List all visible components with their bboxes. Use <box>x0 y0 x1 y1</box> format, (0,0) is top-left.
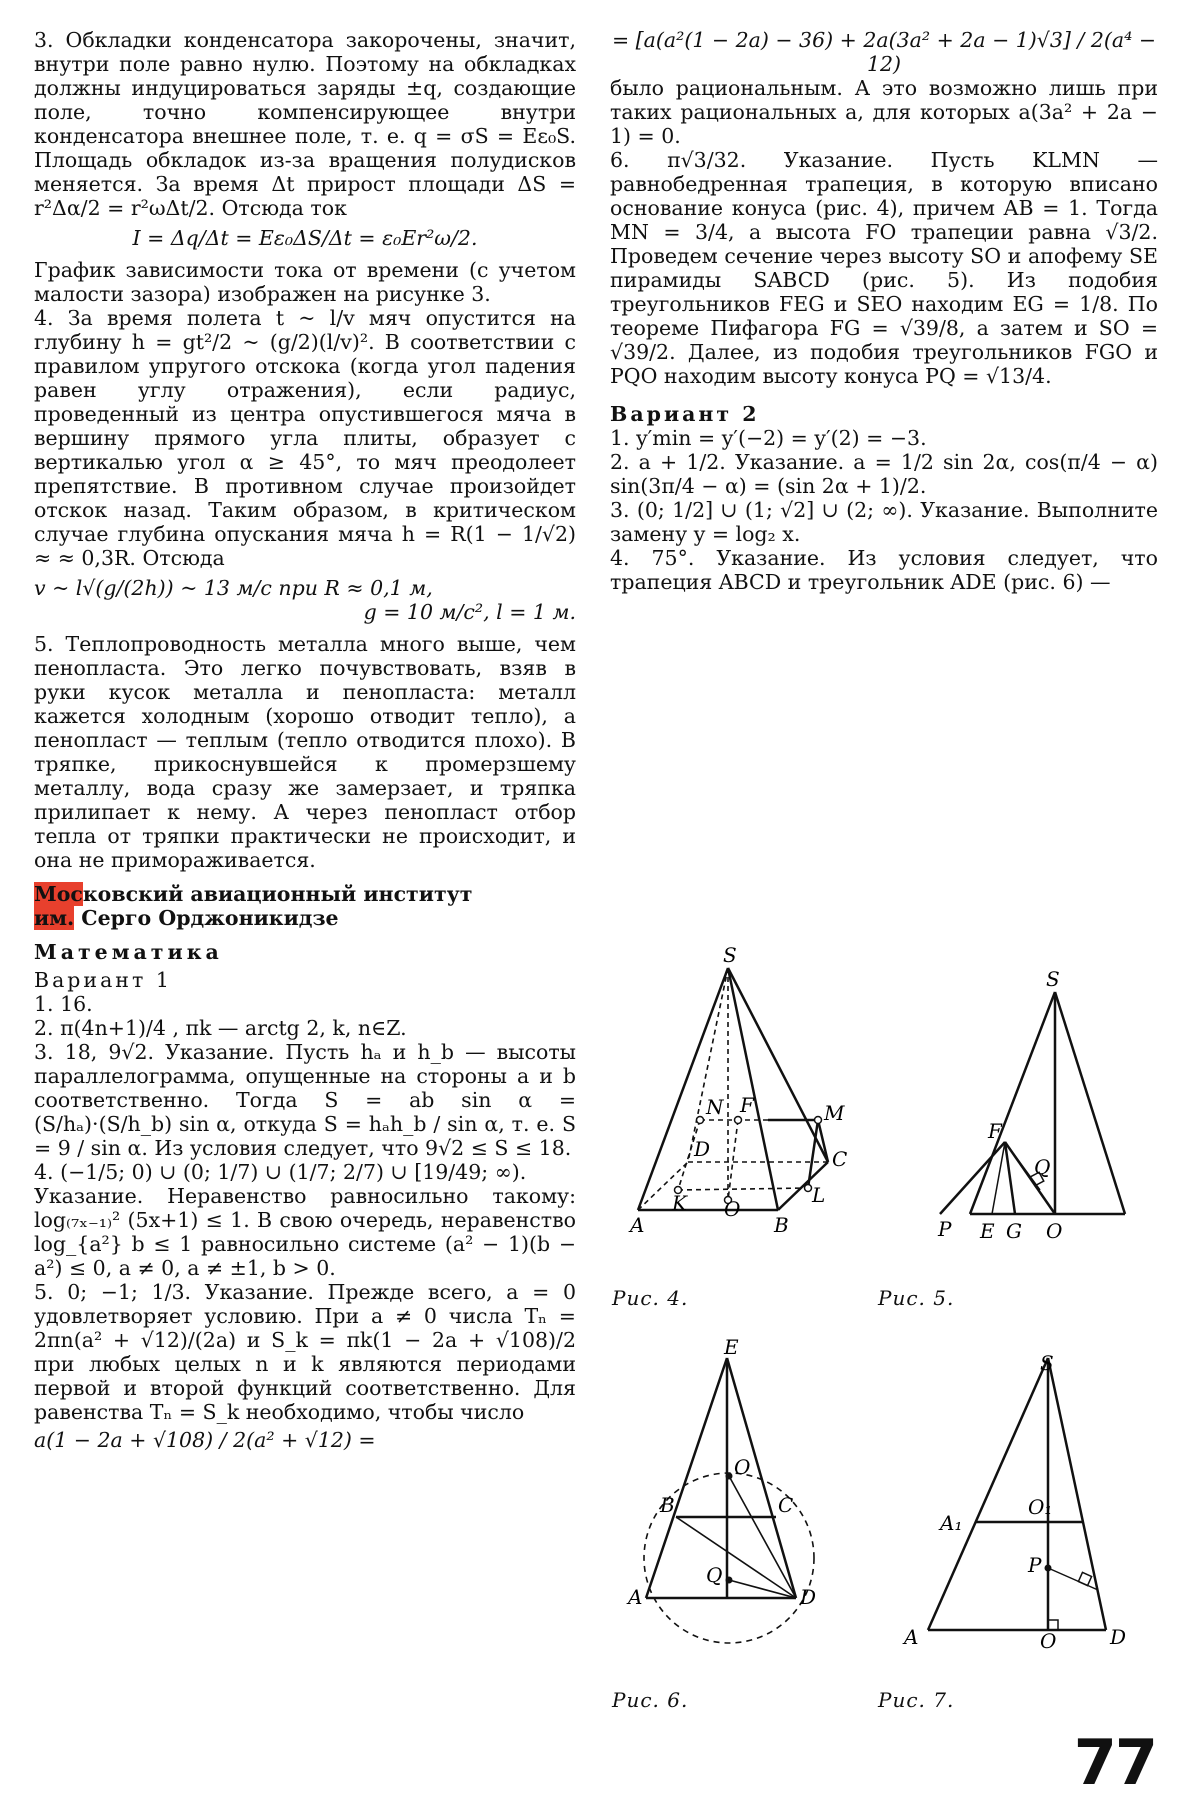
answer-5-formula: a(1 − 2a + √108) / 2(a² + √12) = <box>34 1428 376 1452</box>
fig4-label-F: F <box>740 1093 754 1117</box>
formula-speed: v ~ l√(g/(2h)) ~ 13 м/с при R ≈ 0,1 м, <box>34 576 433 600</box>
graph-note: График зависимости тока от времени (с учетом малости зазора) изображен на рисунке 3. <box>34 258 576 306</box>
figure-7 <box>900 1350 1140 1654</box>
page-number: 77 <box>1073 1726 1156 1799</box>
fig5-label-G: G <box>1006 1219 1022 1243</box>
fig4-label-N: N <box>706 1095 724 1119</box>
fig5-label-P: P <box>938 1217 952 1241</box>
answer-1-math: 1. 16. <box>34 992 93 1016</box>
answer-2-math: 2. π(4n+1)/4 , πk — arctg 2, k, n∈Z. <box>34 1016 407 1040</box>
rational-note: было рациональным. А это возможно лишь при таких рациональных a, для которых a(3a² + 2a − 1) = 0. <box>610 76 1158 148</box>
highlight-mark-1: Мос <box>34 882 83 906</box>
subject-heading: Математика <box>34 940 223 964</box>
fig4-label-L: L <box>812 1183 826 1207</box>
pyramid-diagram <box>628 940 868 1240</box>
fig6-label-D: D <box>800 1585 817 1609</box>
fig4-label-S: S <box>723 943 737 967</box>
right-column <box>610 28 1158 594</box>
fig4-label-C: C <box>832 1147 848 1171</box>
answer-4-hint: Указание. Неравенство равносильно такому: log₍₇ₓ₋₁₎² (5x+1) ≤ 1. В свою очередь, неравенство log_{a²} b ≤ 1 равносильно системе (a² − 1)(b − a²) ≤ 0, a ≠ 0, a ≠ ±1, b > 0. <box>34 1184 576 1280</box>
caption-fig7: Рис. 7. <box>878 1688 955 1712</box>
fig5-label-Q: Q <box>1034 1155 1051 1179</box>
figure-6 <box>626 1335 826 1652</box>
fig7-label-P: P <box>1028 1553 1042 1577</box>
formula-current: I = Δq/Δt = Eε₀ΔS/Δt = ε₀Er²ω/2. <box>132 226 478 250</box>
figure-5 <box>940 962 1140 1256</box>
fig6-label-C: C <box>778 1493 794 1517</box>
cone-axial-section-diagram <box>900 1350 1140 1653</box>
fig4-label-B: B <box>774 1213 789 1237</box>
highlight-mark-2: им. <box>34 906 75 930</box>
left-column <box>34 28 576 1452</box>
v2-answer-4: 4. 75°. Указание. Из условия следует, что трапеция ABCD и треугольник ADE (рис. 6) — <box>610 546 1158 594</box>
fig5-label-S: S <box>1046 967 1060 991</box>
figure-4 <box>628 940 868 1244</box>
fig4-label-O: O <box>724 1197 741 1221</box>
fig6-label-O: O <box>734 1455 751 1479</box>
fig7-label-D: D <box>1110 1625 1127 1649</box>
fig7-label-A: A <box>904 1625 919 1649</box>
cone-section-diagram <box>940 962 1140 1252</box>
rational-formula: = [a(a²(1 − 2a) − 36) + 2a(3a² + 2a − 1)√3] / 2(a⁴ − 12) <box>611 28 1157 76</box>
formula-speed-params: g = 10 м/с², l = 1 м. <box>363 600 576 624</box>
fig7-label-O: O <box>1040 1629 1057 1653</box>
variant-2-heading: Вариант 2 <box>610 402 760 426</box>
answer-6-math: 6. π√3/32. Указание. Пусть KLMN — равнобедренная трапеция, в которую вписано основание конуса (рис. 4), причем AB = 1. Тогда MN = 3/4, а высота FO трапеции равна √3/2. Проведем сечение через высоту SO и апофему SE пирамиды SABCD (рис. 5). Из подобия треугольников FEG и SEO находим EG = 1/8. По теореме Пифагора FG = √39/8, а затем и SO = √39/2. Далее, из подобия треугольников FGO и PQO находим высоту конуса PQ = √13/4. <box>610 148 1158 388</box>
fig4-label-M: M <box>824 1101 845 1125</box>
fig4-label-A: A <box>630 1213 645 1237</box>
answer-5-physics: 5. Теплопроводность металла много выше, чем пенопласта. Это легко почувствовать, взяв в руки кусок металла и пенопласта: металл кажется холодным (хорошо отводит тепло), а пенопласт — теплым (тепло отводится плохо). В тряпке, прикоснувшейся к промерзшему металлу, вода сразу же замерзает, и тряпка прилипает к нему. А через пенопласт отбор тепла от тряпки практически не происходит, и она не примораживается. <box>34 632 576 872</box>
fig4-label-D: D <box>694 1137 711 1161</box>
fig6-label-A: A <box>628 1585 643 1609</box>
institute-title: Московский авиационный институт им. Серго Орджоникидзе <box>34 882 473 930</box>
v2-answer-1: 1. y′min = y′(−2) = y′(2) = −3. <box>610 426 927 450</box>
fig7-label-S: S <box>1040 1351 1054 1375</box>
variant-1-heading: Вариант 1 <box>34 968 172 992</box>
answer-4-physics: 4. За время полета t ~ l/v мяч опустится на глубину h = gt²/2 ~ (g/2)(l/v)². В соответствии с правилом упругого отскока (когда угол падения равен углу отражения), если радиус, проведенный из центра опустившегося мяча в вершину прямого угла плиты, образует с вертикалью угол α ≥ 45°, то мяч преодолеет препятствие. В противном случае произойдет отскок назад. Таким образом, в критическом случае глубина опускания мяча h = R(1 − 1/√2) ≈ ≈ 0,3R. Отсюда <box>34 306 576 570</box>
v2-answer-2: 2. a + 1/2. Указание. a = 1/2 sin 2α, cos(π/4 − α) sin(3π/4 − α) = (sin 2α + 1)/2. <box>610 450 1158 498</box>
answer-3-math: 3. 18, 9√2. Указание. Пусть hₐ и h_b — высоты параллелограмма, опущенные на стороны a и b соответственно. Тогда S = ab sin α = (S/hₐ)·(S/h_b) sin α, откуда S = hₐh_b / sin α, т. е. S = 9 / sin α. Из условия следует, что 9√2 ≤ S ≤ 18. <box>34 1040 576 1160</box>
answer-4-math: 4. (−1/5; 0) ∪ (0; 1/7) ∪ (1/7; 2/7) ∪ [19/49; ∞). <box>34 1160 527 1184</box>
fig7-label-A1: A₁ <box>940 1511 963 1535</box>
answer-3-physics: 3. Обкладки конденсатора закорочены, значит, внутри поле равно нулю. Поэтому на обкладках должны индуцироваться заряды ±q, создающие поле, точно компенсирующее внутри конденсатора внешнее поле, т. е. q = σS = Eε₀S. Площадь обкладок из-за вращения полудисков меняется. За время Δt прирост площади ΔS = r²Δα/2 = r²ωΔt/2. Отсюда ток <box>34 28 576 220</box>
caption-fig5: Рис. 5. <box>878 1286 955 1310</box>
fig5-label-F: F <box>988 1119 1002 1143</box>
v2-answer-3: 3. (0; 1/2] ∪ (1; √2] ∪ (2; ∞). Указание. Выполните замену y = log₂ x. <box>610 498 1158 546</box>
fig7-label-O1: O₁ <box>1028 1495 1053 1519</box>
fig4-label-K: K <box>672 1191 687 1215</box>
fig6-label-B: B <box>660 1493 675 1517</box>
fig6-label-E: E <box>724 1335 739 1359</box>
fig5-label-E: E <box>980 1219 995 1243</box>
caption-fig4: Рис. 4. <box>612 1286 689 1310</box>
fig6-label-Q: Q <box>706 1563 723 1587</box>
trapezoid-circle-diagram <box>626 1335 826 1648</box>
caption-fig6: Рис. 6. <box>612 1688 689 1712</box>
fig5-label-O: O <box>1046 1219 1063 1243</box>
answer-5-math: 5. 0; −1; 1/3. Указание. Прежде всего, a = 0 удовлетворяет условию. При a ≠ 0 числа Tₙ = 2πn(a² + √12)/(2a) и S_k = πk(1 − 2a + √108)/2 при любых целых n и k являются периодами первой и второй функций соответственно. Для равенства Tₙ = S_k необходимо, чтобы число <box>34 1280 576 1424</box>
